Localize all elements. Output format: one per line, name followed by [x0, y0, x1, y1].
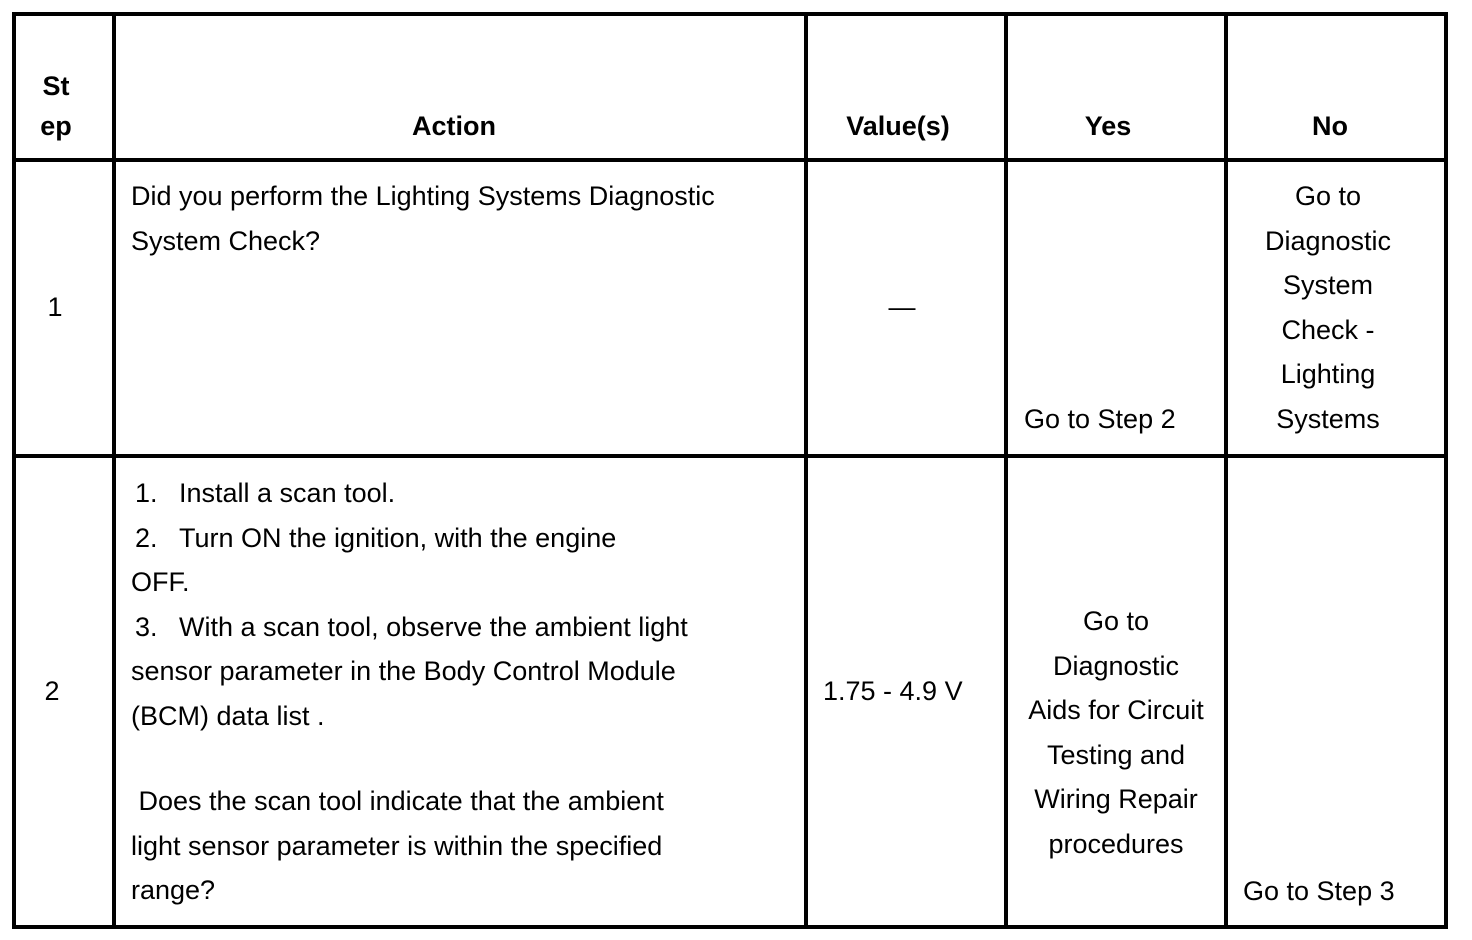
row2-yes-line: Go to — [1082, 606, 1150, 636]
row2-yes-line: Wiring Repair — [1034, 784, 1198, 814]
col-divider-yes — [1224, 12, 1228, 929]
row-divider — [12, 454, 1448, 458]
action-list-continuation — [131, 649, 801, 694]
row2-yes-line: Aids for Circuit — [1028, 695, 1204, 725]
row1-no-line: Check - — [1281, 314, 1375, 345]
header-divider — [12, 158, 1448, 162]
action-list-item — [131, 605, 801, 650]
row1-no-line: Systems — [1276, 403, 1380, 434]
item-text: With a scan tool, observe the ambient light — [179, 611, 688, 642]
item-text: (BCM) data list . — [131, 700, 325, 731]
border-bottom — [12, 925, 1448, 929]
action-list-continuation — [131, 560, 801, 605]
row2-no: Go to Step 3 — [1243, 876, 1395, 906]
action-list-item — [131, 516, 801, 561]
col-divider-values — [1004, 12, 1008, 929]
row2-step: 2 — [44, 676, 60, 706]
border-right — [1444, 12, 1448, 929]
col-divider-step — [112, 12, 116, 929]
row1-no-line: Go to — [1294, 181, 1362, 211]
row1-action — [131, 174, 801, 263]
row1-yes: Go to Step 2 — [1024, 404, 1176, 434]
header-step — [16, 66, 96, 146]
header-step-line2: ep — [40, 111, 72, 141]
row1-no — [1228, 174, 1428, 441]
row1-no-line: Diagnostic — [1264, 225, 1392, 256]
col-divider-action — [804, 12, 808, 929]
row2-yes-line: Diagnostic — [1052, 650, 1180, 681]
item-text: Turn ON the ignition, with the engine — [179, 522, 617, 553]
action-question-line: range? — [131, 875, 216, 905]
header-yes: Yes — [1084, 111, 1132, 141]
row1-action-line2: System Check? — [131, 225, 321, 256]
header-step-line1: St — [42, 71, 70, 101]
row1-step: 1 — [47, 292, 63, 322]
row2-yes-line: procedures — [1048, 828, 1184, 859]
header-values: Value(s) — [846, 111, 950, 141]
item-text: Install a scan tool. — [179, 478, 396, 508]
row1-action-line1: Did you perform the Lighting Systems Diagnostic — [131, 181, 715, 211]
action-spacer — [131, 738, 801, 779]
row1-no-line: Lighting — [1280, 359, 1376, 389]
row2-value: 1.75 - 4.9 V — [823, 676, 963, 706]
action-question-line: light sensor parameter is within the specified — [131, 830, 663, 861]
item-number: 1. — [135, 478, 158, 508]
row1-value: — — [888, 292, 916, 322]
item-number: 3. — [135, 611, 158, 642]
item-number: 2. — [135, 522, 158, 553]
border-top — [12, 12, 1448, 16]
row2-yes — [1010, 599, 1222, 866]
item-text: sensor parameter in the Body Control Module — [131, 656, 676, 686]
action-list-item — [131, 471, 801, 516]
action-question-line: Does the scan tool indicate that the ambient — [131, 786, 664, 816]
row1-no-line: System — [1282, 270, 1374, 300]
header-no: No — [1312, 111, 1348, 141]
action-list-continuation — [131, 694, 801, 739]
row2-yes-line: Testing and — [1046, 739, 1186, 770]
header-action: Action — [412, 111, 496, 141]
border-left — [12, 12, 16, 929]
item-text: OFF. — [131, 567, 190, 597]
row2-action — [131, 471, 801, 913]
